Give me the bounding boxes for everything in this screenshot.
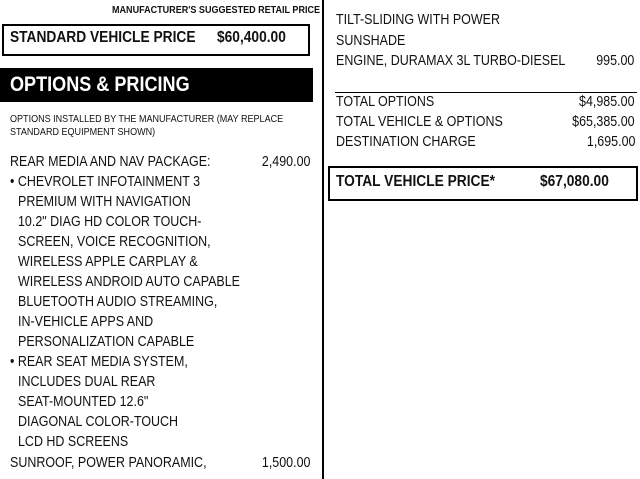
option-line: IN-VEHICLE APPS AND: [18, 314, 154, 330]
option-line: ENGINE, DURAMAX 3L TURBO-DIESEL: [336, 53, 566, 69]
total-vehicle-options-label: TOTAL VEHICLE & OPTIONS: [336, 114, 503, 130]
option-line: SEAT-MOUNTED 12.6": [18, 394, 149, 410]
total-options-label: TOTAL OPTIONS: [336, 94, 435, 110]
option-line: PERSONALIZATION CAPABLE: [18, 334, 195, 350]
column-divider: [322, 0, 324, 479]
option-line: PREMIUM WITH NAVIGATION: [18, 194, 191, 210]
options-note: OPTIONS INSTALLED BY THE MANUFACTURER (MAY REPLACE STANDARD EQUIPMENT SHOWN): [10, 113, 284, 138]
option-line: SCREEN, VOICE RECOGNITION,: [18, 234, 211, 250]
standard-price-label: STANDARD VEHICLE PRICE: [10, 29, 196, 46]
destination-charge-value: 1,695.00: [586, 134, 635, 150]
option-line: SUNROOF, POWER PANORAMIC,: [10, 455, 207, 471]
option-line: LCD HD SCREENS: [18, 434, 129, 450]
total-vehicle-options-value: $65,385.00: [572, 114, 635, 130]
option-line: • REAR SEAT MEDIA SYSTEM,: [10, 354, 188, 370]
options-list: [0, 152, 312, 474]
option-line: INCLUDES DUAL REAR: [18, 374, 156, 390]
standard-price-value: $60,400.00: [217, 29, 286, 46]
destination-charge-label: DESTINATION CHARGE: [336, 134, 476, 150]
option-line: TILT-SLIDING WITH POWER: [336, 12, 500, 28]
total-price-label: TOTAL VEHICLE PRICE*: [336, 173, 496, 190]
option-line: WIRELESS ANDROID AUTO CAPABLE: [18, 274, 240, 290]
option-line: SUNSHADE: [336, 33, 406, 49]
option-line: BLUETOOTH AUDIO STREAMING,: [18, 294, 218, 310]
option-line: REAR MEDIA AND NAV PACKAGE:: [10, 154, 211, 170]
msrp-caption: MANUFACTURER'S SUGGESTED RETAIL PRICE: [112, 4, 321, 16]
package-price: 2,490.00: [261, 154, 310, 170]
total-options-value: $4,985.00: [579, 94, 635, 110]
option-line: 10.2" DIAG HD COLOR TOUCH-: [18, 214, 202, 230]
sunroof-price: 1,500.00: [261, 455, 310, 471]
options-title: OPTIONS & PRICING: [10, 73, 190, 96]
option-line: DIAGONAL COLOR-TOUCH: [18, 414, 179, 430]
total-price-value: $67,080.00: [540, 173, 609, 190]
option-line: WIRELESS APPLE CARPLAY &: [18, 254, 198, 270]
option-line: • CHEVROLET INFOTAINMENT 3: [10, 174, 201, 190]
engine-price: 995.00: [595, 53, 634, 69]
